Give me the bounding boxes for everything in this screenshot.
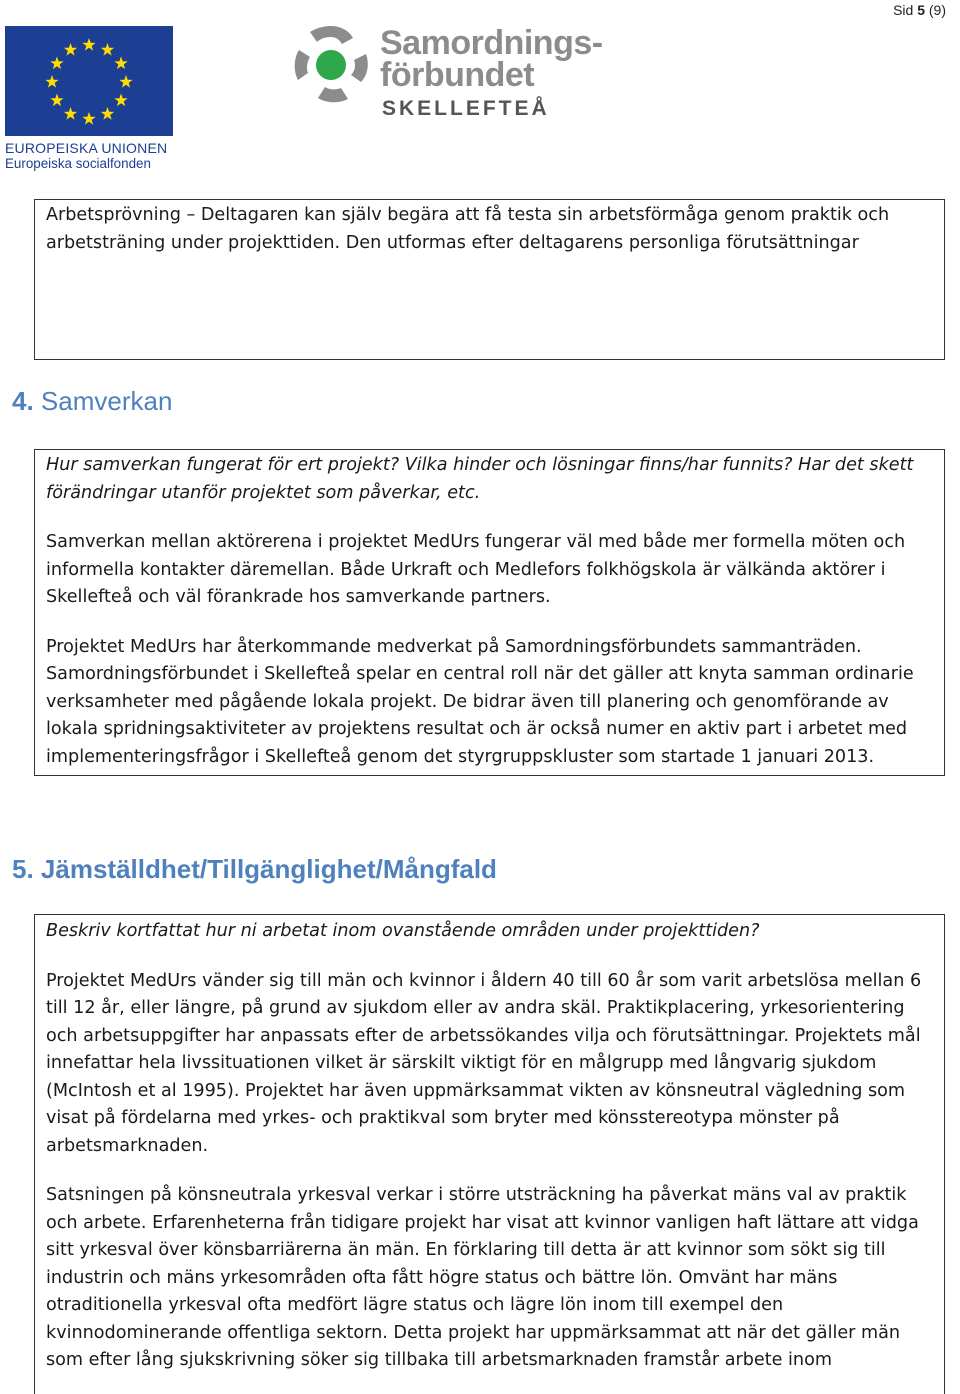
arbetsprovning-box	[34, 199, 945, 360]
section-4-number: 4.	[12, 386, 34, 416]
page-number	[893, 2, 946, 18]
section-5-number: 5.	[12, 854, 34, 884]
arbetsprovning-text: Arbetsprövning – Deltagaren kan själv begära att få testa sin arbetsförmåga genom praktik och arbetsträning under projekttiden. Den utformas efter deltagarens personliga förutsättningar	[46, 205, 890, 253]
section-4-paragraph-2: Projektet MedUrs har återkommande medverkat på Samordningsförbundets sammanträden. Samordningsförbundet i Skellefteå spelar en central roll när det gäller att knyta samman ordinarie verksamheter med pågående lokala projekt. De bidrar även till planering och genomförande av lokala spridningsaktiviteter av projektens resultat och är också numer en aktiv part i arbetet med implementeringsfrågor i Skellefteå genom det styrgruppskluster som startade 1 januari 2013.	[46, 636, 914, 767]
section-5-heading	[12, 854, 497, 884]
page-number-current: 5	[917, 2, 925, 18]
eu-flag-icon	[5, 26, 173, 136]
section-5-paragraph-1: Projektet MedUrs vänder sig till män och kvinnor i åldern 40 till 60 år som varit arbetslösa mellan 6 till 12 år, eller längre, på grund av sjukdom eller av andra skäl. Praktikplacering, yrkesorientering och arbetsuppgifter har anpassats efter de arbetssökandes vilja och förutsättningar. Projektets mål innefattar hela livssituationen vilket är särskilt viktigt för en målgrupp med långvarig sjukdom (McIntosh et al 1995). Projektet har även uppmärksammat vikten av könsneutral vägledning som visat på fördelarna med yrkes- och praktikval som bryter med könsstereotypa mönster på arbetsmarknaden.	[46, 970, 922, 1156]
page-number-prefix: Sid	[893, 2, 914, 18]
section-4-paragraph-1: Samverkan mellan aktörerena i projektet MedUrs fungerar väl med både mer formella möten och informella kontakter däremellan. Både Urkraft och Medlefors folkhögskola är välkända aktörer i Skellefteå och väl förankrade hos samverkande partners.	[46, 532, 906, 607]
section-4-prompt: Hur samverkan fungerat för ert projekt? Vilka hinder och lösningar finns/har funnits? Har det skett förändringar utanför projektet som påverkar, etc.	[46, 455, 914, 503]
eu-logo-title: EUROPEISKA UNIONEN	[5, 140, 168, 156]
samordningsforbundet-emblem-icon	[290, 24, 372, 106]
section-4-heading	[12, 386, 172, 416]
samordningsforbundet-name-line2: förbundet	[380, 56, 535, 94]
section-5-paragraph-2: Satsningen på könsneutrala yrkesval verkar i större utsträckning ha påverkat mäns val av praktik och arbete. Erfarenheterna från tidigare projekt har visat att kvinnor vanligen haft lättare att vidga sitt yrkesval över könsbarriärerna än män. En förklaring till detta är att kvinnor som sökt sig till industrin och mäns yrkesområden ofta fått högre status och bättre lön. Omvänt har mäns otraditionella yrkesval ofta medfört lägre status och lägre lön inom till exempel den kvinnodominerande offentliga sektorn. Detta projekt har uppmärksammat att när det gäller män som efter lång sjukskrivning söker sig tillbaka till arbetsmarknaden framstår arbete inom	[46, 1185, 919, 1370]
eu-logo-subtitle: Europeiska socialfonden	[5, 156, 151, 171]
section-5-box	[34, 914, 945, 1394]
samordningsforbundet-logo	[290, 22, 620, 122]
eu-logo	[5, 26, 175, 172]
samordningsforbundet-name-line1: Samordnings-	[380, 24, 603, 62]
section-5-title: Jämställdhet/Tillgänglighet/Mångfald	[40, 854, 497, 884]
section-5-prompt: Beskriv kortfattat hur ni arbetat inom ovanstående områden under projekttiden?	[46, 921, 760, 941]
page-number-total: (9)	[928, 2, 946, 18]
section-4-title: Samverkan	[40, 386, 173, 416]
section-4-box	[34, 449, 945, 776]
samordningsforbundet-city: SKELLEFTEÅ	[382, 97, 550, 120]
